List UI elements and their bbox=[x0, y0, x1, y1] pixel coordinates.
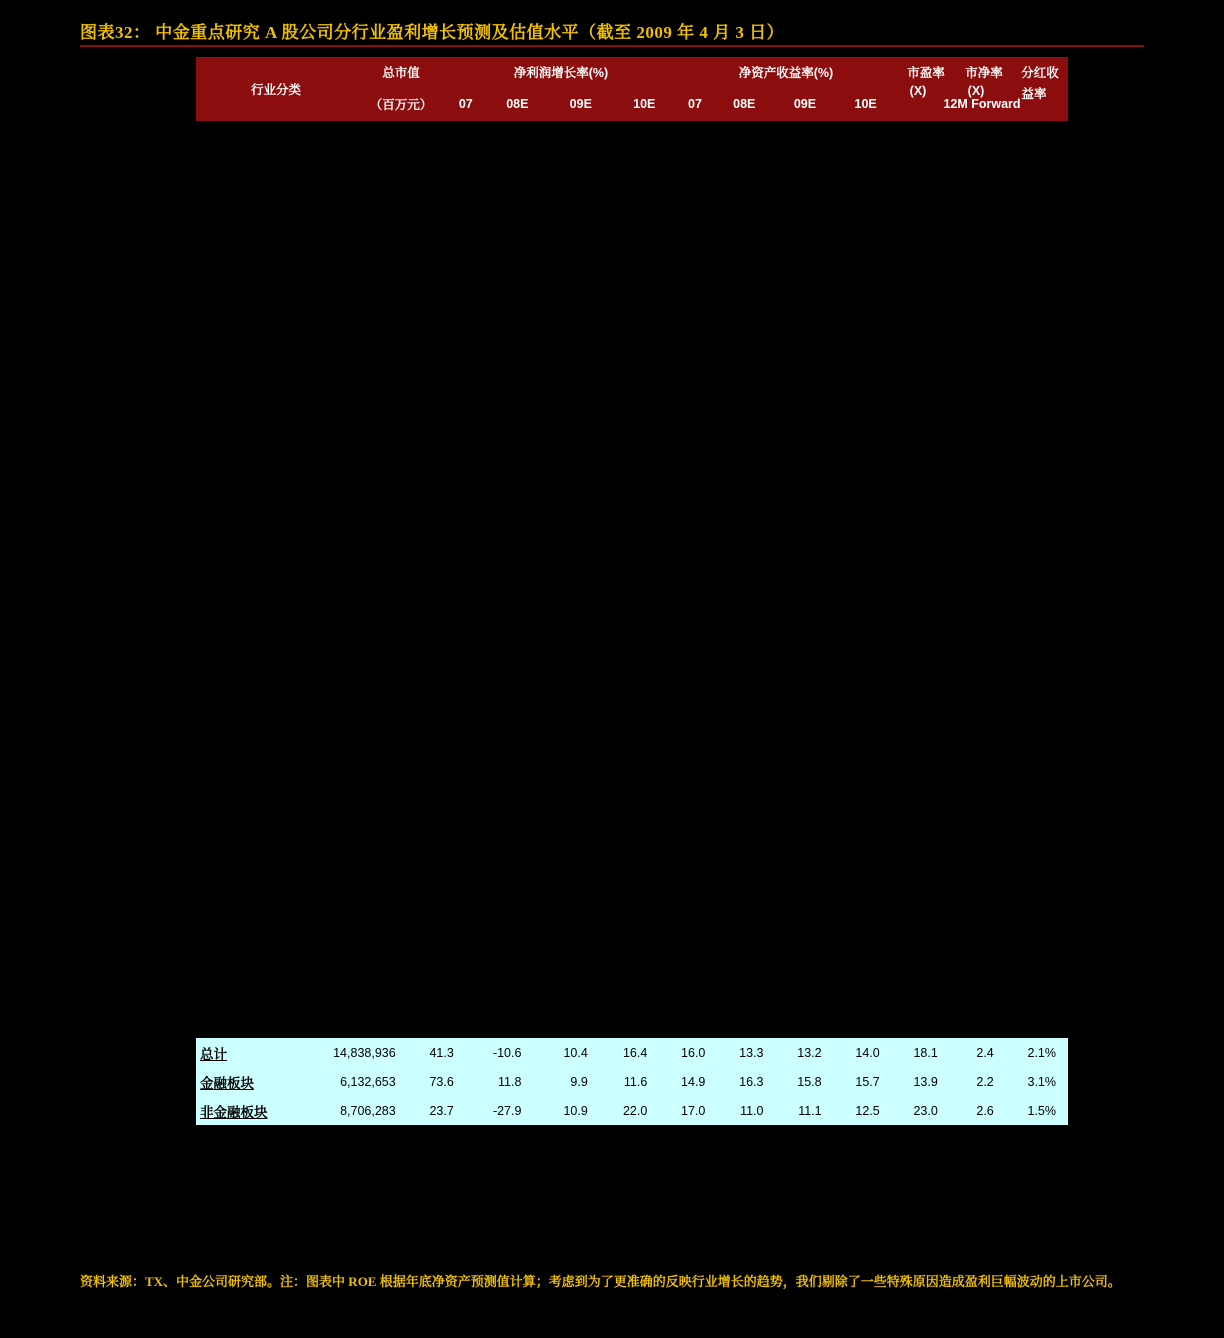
row-label: 总计 bbox=[200, 1046, 227, 1062]
cell-mktcap: 8,706,283 bbox=[340, 1103, 396, 1118]
cell-roe10e: 14.0 bbox=[855, 1045, 880, 1060]
header-pe-line1: 市盈率 bbox=[907, 66, 945, 80]
cell-np07: 23.7 bbox=[429, 1103, 454, 1118]
cell-roe07: 16.0 bbox=[681, 1045, 706, 1060]
header-np-08e: 08E bbox=[506, 97, 529, 111]
table-header-row-1 bbox=[196, 57, 1068, 87]
cell-np10e: 16.4 bbox=[622, 1045, 648, 1060]
cell-mktcap: 6,132,653 bbox=[340, 1074, 396, 1089]
cell-div: 1.5% bbox=[1027, 1103, 1056, 1118]
table-row bbox=[196, 1067, 1068, 1096]
header-forward: 12M Forward bbox=[943, 97, 1021, 111]
row-label: 金融板块 bbox=[200, 1075, 254, 1091]
cell-mktcap: 14,838,936 bbox=[333, 1045, 396, 1060]
title-divider bbox=[80, 45, 1144, 47]
header-roe-08e: 08E bbox=[733, 97, 756, 111]
header-roe-10e: 10E bbox=[854, 97, 877, 111]
header-pb-line2: (X) bbox=[967, 84, 985, 98]
cell-np07: 41.3 bbox=[429, 1045, 454, 1060]
cell-roe10e: 15.7 bbox=[855, 1074, 880, 1089]
cell-pe: 23.0 bbox=[913, 1103, 938, 1118]
cell-np08e: 11.8 bbox=[498, 1074, 522, 1089]
cell-pb: 2.6 bbox=[976, 1103, 994, 1118]
cell-np08e: -10.6 bbox=[492, 1045, 522, 1060]
cell-np10e: 11.6 bbox=[623, 1074, 648, 1089]
header-np-09e: 09E bbox=[569, 97, 592, 111]
cell-roe08e: 11.0 bbox=[740, 1103, 764, 1118]
header-pb-line1: 市净率 bbox=[965, 66, 1003, 80]
header-profit-growth: 净利润增长率(%) bbox=[513, 66, 609, 80]
cell-roe09e: 11.1 bbox=[798, 1103, 822, 1118]
cell-roe07: 14.9 bbox=[681, 1074, 706, 1089]
cell-np09e: 10.9 bbox=[563, 1103, 588, 1118]
figure-title-row bbox=[80, 18, 1144, 43]
cell-div: 3.1% bbox=[1027, 1074, 1056, 1089]
cell-div: 2.1% bbox=[1027, 1045, 1056, 1060]
cell-roe08e: 16.3 bbox=[739, 1074, 764, 1089]
cell-pb: 2.2 bbox=[976, 1074, 994, 1089]
header-np-10e: 10E bbox=[633, 97, 656, 111]
header-roe-07: 07 bbox=[688, 97, 702, 111]
cell-np09e: 10.4 bbox=[563, 1045, 588, 1060]
header-roe-09e: 09E bbox=[793, 97, 817, 111]
cell-np08e: -27.9 bbox=[492, 1103, 522, 1118]
header-div-line1: 分红收 bbox=[1021, 66, 1059, 80]
source-footnote: 资料来源：TX、中金公司研究部。注：图表中 ROE 根据年底净资产预测值计算；考虑到为了更准确的反映行业增长的趋势，我们剔除了一些特殊原因造成盈利巨幅波动的上市公司。 bbox=[80, 1274, 1121, 1289]
cell-pe: 13.9 bbox=[913, 1074, 938, 1089]
header-roe: 净资产收益率(%) bbox=[738, 66, 834, 80]
row-label: 非金融板块 bbox=[200, 1104, 268, 1120]
table-row bbox=[196, 1096, 1068, 1125]
cell-np07: 73.6 bbox=[429, 1074, 454, 1089]
cell-pb: 2.4 bbox=[976, 1045, 994, 1060]
cell-roe09e: 13.2 bbox=[797, 1045, 822, 1060]
cell-roe09e: 15.8 bbox=[797, 1074, 822, 1089]
header-mktcap-line2: （百万元） bbox=[369, 98, 433, 112]
cell-np10e: 22.0 bbox=[622, 1103, 648, 1118]
header-mktcap-line1: 总市值 bbox=[382, 66, 420, 80]
header-np-07: 07 bbox=[458, 97, 473, 111]
totals-table bbox=[196, 1038, 1068, 1125]
cell-roe08e: 13.3 bbox=[739, 1045, 764, 1060]
cell-np09e: 9.9 bbox=[570, 1074, 588, 1089]
page-title: 图表32： 中金重点研究 A 股公司分行业盈利增长预测及估值水平（截至 2009 年 4 月 3 日） bbox=[80, 23, 785, 42]
header-div-line2: 益率 bbox=[1021, 87, 1047, 101]
header-pe-line2: (X) bbox=[909, 84, 927, 98]
cell-roe10e: 12.5 bbox=[855, 1103, 880, 1118]
cell-roe07: 17.0 bbox=[681, 1103, 706, 1118]
cell-pe: 18.1 bbox=[913, 1045, 938, 1060]
table-row bbox=[196, 1038, 1068, 1067]
header-industry: 行业分类 bbox=[250, 83, 301, 97]
